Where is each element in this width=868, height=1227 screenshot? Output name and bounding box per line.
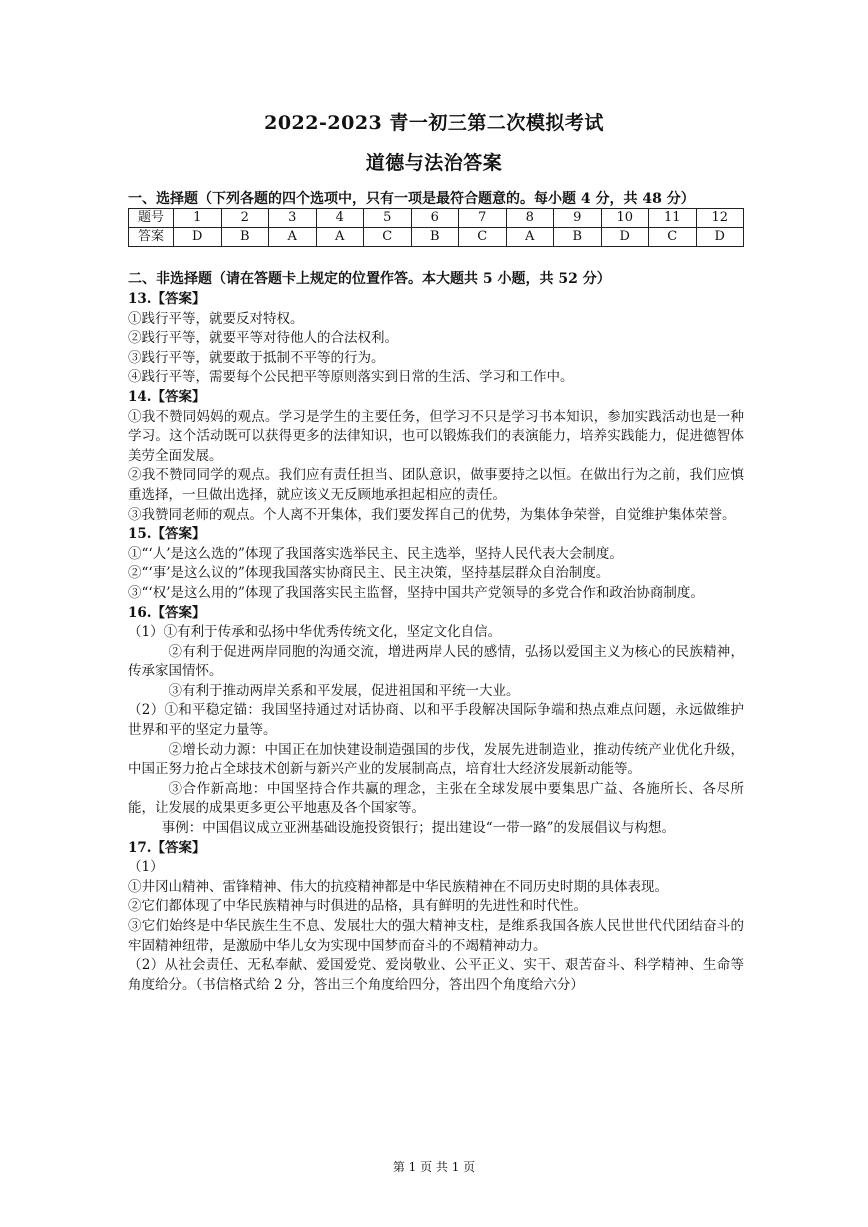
row-label-answer: 答案 <box>129 228 174 247</box>
answer-cell: D <box>601 228 649 247</box>
answer-cell: B <box>554 228 602 247</box>
answer-line: ③有利于推动两岸关系和平发展，促进祖国和平统一大业。 <box>168 682 520 699</box>
question-number: 5 <box>364 209 412 228</box>
exam-title: 2022-2023 青一初三第二次模拟考试 <box>264 112 604 134</box>
answer-heading-q15: 15.【答案】 <box>128 526 206 543</box>
answer-line: （1）①有利于传承和弘扬中华优秀传统文化，坚定文化自信。 <box>128 624 502 641</box>
answer-line: ③合作新高地：中国坚持合作共赢的理念，主张在全球发展中要集思广益、各施所长、各尽所能，让发展的成果更多更公平地惠及各个国家等。 <box>128 780 744 817</box>
answer-line: （2）①和平稳定锚：我国坚持通过对话协商、以和平手段解决国际争端和热点难点问题，永远做维护世界和平的坚定力量等。 <box>128 702 744 739</box>
answer-line: ①我不赞同妈妈的观点。学习是学生的主要任务，但学习不只是学习书本知识，参加实践活动也是一种学习。这个活动既可以获得更多的法律知识，也可以锻炼我们的表演能力，培养实践能力，促进德智体美劳全面发展。 <box>128 408 744 464</box>
answer-line: ②我不赞同同学的观点。我们应有责任担当、团队意识，做事要持之以恒。在做出行为之前，我们应慎重选择，一旦做出选择，就应该义无反顾地承担起相应的责任。 <box>128 467 744 503</box>
answer-cell: B <box>221 228 269 247</box>
answer-cell: A <box>316 228 364 247</box>
answer-line: ③它们始终是中华民族生生不息、发展壮大的强大精神支柱，是维系我国各族人民世世代代团结奋斗的牢固精神纽带，是激励中华儿女为实现中国梦而奋斗的不竭精神动力。 <box>128 918 744 954</box>
answer-cell: C <box>649 228 697 247</box>
row-label-number: 题号 <box>129 209 174 228</box>
answer-heading-q14: 14.【答案】 <box>128 388 206 405</box>
answer-heading-q16: 16.【答案】 <box>128 604 206 621</box>
answer-line: ②它们都体现了中华民族精神与时俱进的品格，具有鲜明的先进性和时代性。 <box>128 898 587 915</box>
answer-line: ②践行平等，就要平等对待他人的合法权利。 <box>128 330 398 347</box>
answer-cell: D <box>696 228 744 247</box>
answer-cell: D <box>174 228 222 247</box>
answer-line: ②有利于促进两岸同胞的沟通交流，增进两岸人民的感情，弘扬以爱国主义为核心的民族精神，传承家国情怀。 <box>128 643 744 680</box>
exam-subtitle: 道德与法治答案 <box>365 152 503 174</box>
answer-line: 事例：中国倡议成立亚洲基础设施投资银行；提出建设“一带一路”的发展倡议与构想。 <box>161 820 676 837</box>
answer-line: ④践行平等，需要每个公民把平等原则落实到日常的生活、学习和工作中。 <box>128 369 574 386</box>
answer-cell: A <box>269 228 317 247</box>
answer-line: ①“‘人’是这么选的”体现了我国落实选举民主、民主选举，坚持人民代表大会制度。 <box>128 545 623 562</box>
question-number: 12 <box>696 209 744 228</box>
answer-line: （2）从社会责任、无私奉献、爱国爱党、爱岗敬业、公平正义、实干、艰苦奋斗、科学精神、生命等角度给分。（书信格式给 2 分，答出三个角度给四分，答出四个角度给六分） <box>128 957 744 993</box>
answer-line: ②增长动力源：中国正在加快建设制造强国的步伐，发展先进制造业，推动传统产业优化升级，中国正努力抢占全球技术创新与新兴产业的发展制高点，培育壮大经济发展新动能等。 <box>128 741 744 778</box>
section1-heading: 一、选择题（下列各题的四个选项中，只有一项是最符合题意的。每小题 4 分，共 48 分） <box>128 191 695 207</box>
answer-line: ②“‘事’是这么议的”体现我国落实协商民主、民主决策，坚持基层群众自治制度。 <box>128 565 610 582</box>
answer-cell: B <box>411 228 459 247</box>
question-number: 4 <box>316 209 364 228</box>
answer-line: ③践行平等，就要敢于抵制不平等的行为。 <box>128 349 385 366</box>
question-number: 2 <box>221 209 269 228</box>
answer-line: ①践行平等，就要反对特权。 <box>128 310 304 327</box>
section2-heading: 二、非选择题（请在答题卡上规定的位置作答。本大题共 5 小题，共 52 分） <box>128 271 611 287</box>
table-row-numbers <box>129 209 744 228</box>
question-number: 8 <box>506 209 554 228</box>
question-number: 9 <box>554 209 602 228</box>
question-number: 1 <box>174 209 222 228</box>
question-number: 10 <box>601 209 649 228</box>
table-row-answers <box>129 228 744 247</box>
answer-heading-q13: 13.【答案】 <box>128 291 206 307</box>
answer-heading-q17: 17.【答案】 <box>128 839 206 856</box>
answer-line: ③“‘权’是这么用的”体现了我国落实民主监督，坚持中国共产党领导的多党合作和政治协商制度。 <box>128 584 704 601</box>
answer-line: ③我赞同老师的观点。个人离不开集体，我们要发挥自己的优势，为集体争荣誉，自觉维护集体荣誉。 <box>128 506 736 523</box>
answer-cell: C <box>364 228 412 247</box>
answer-cell: A <box>506 228 554 247</box>
answer-cell: C <box>459 228 507 247</box>
answer-line: ①井冈山精神、雷锋精神、伟大的抗疫精神都是中华民族精神在不同历史时期的具体表现。 <box>128 878 668 895</box>
answer-line: （1） <box>128 859 164 876</box>
page-footer: 第 1 页 共 1 页 <box>392 1160 476 1174</box>
question-number: 7 <box>459 209 507 228</box>
question-number: 3 <box>269 209 317 228</box>
question-number: 11 <box>649 209 697 228</box>
choice-answer-table <box>128 208 744 247</box>
question-number: 6 <box>411 209 459 228</box>
answer-body <box>128 290 744 995</box>
